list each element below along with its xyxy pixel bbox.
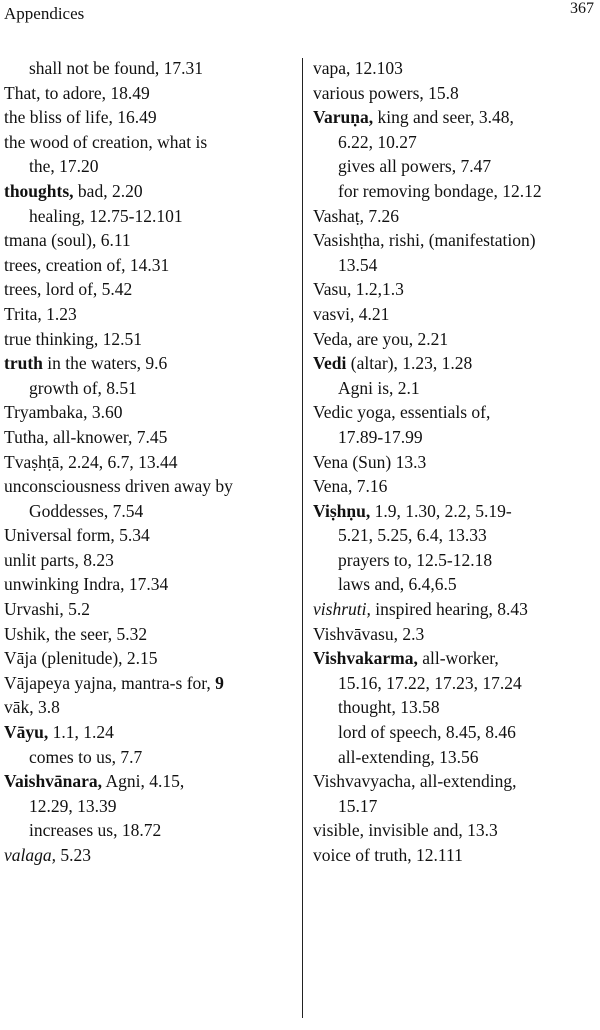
index-entry	[4, 671, 294, 696]
index-entry	[313, 327, 597, 352]
index-entry	[4, 302, 294, 327]
entry-text: inspired hearing, 8.43	[370, 599, 528, 620]
entry-text: Vashaṭ, 7.26	[313, 205, 400, 226]
index-subentry	[4, 794, 294, 819]
entry-text: Trita, 1.23	[4, 303, 77, 324]
entry-text: Vena, 7.16	[313, 476, 388, 497]
entry-text: 1.1, 1.24	[48, 722, 114, 743]
entry-text: thoughts,	[4, 180, 74, 201]
entry-text: Tryambaka, 3.60	[4, 402, 123, 423]
column-divider	[302, 58, 303, 1018]
entry-text: laws and, 6.4,6.5	[338, 574, 457, 595]
entry-text: Vājapeya yajna, mantra-s for,	[4, 672, 216, 693]
entry-text: unwinking Indra, 17.34	[4, 574, 169, 595]
index-subentry	[313, 548, 597, 573]
index-entry	[313, 400, 597, 425]
index-entry	[4, 400, 294, 425]
entry-text: gives all powers, 7.47	[338, 156, 492, 177]
index-entry	[4, 81, 294, 106]
index-entry	[4, 130, 294, 155]
index-subentry	[4, 154, 294, 179]
entry-text: 15.16, 17.22, 17.23, 17.24	[338, 672, 522, 693]
index-entry	[313, 474, 597, 499]
index-subentry	[313, 154, 597, 179]
index-entry	[4, 450, 294, 475]
index-entry	[4, 622, 294, 647]
entry-text: 17.89-17.99	[338, 426, 423, 447]
index-subentry	[4, 56, 294, 81]
index-entry	[313, 843, 597, 868]
entry-text: 5.21, 5.25, 6.4, 13.33	[338, 525, 487, 546]
entry-text: Vasishṭha, rishi, (manifestation)	[313, 230, 536, 251]
index-subentry	[313, 425, 597, 450]
index-entry	[4, 179, 294, 204]
index-entry	[313, 302, 597, 327]
index-subentry	[4, 376, 294, 401]
entry-text: comes to us, 7.7	[29, 746, 143, 767]
entry-text: the wood of creation, what is	[4, 131, 208, 152]
entry-text: Agni is, 2.1	[338, 377, 420, 398]
index-subentry	[4, 499, 294, 524]
entry-text: Vena (Sun) 13.3	[313, 451, 427, 472]
index-entry	[313, 622, 597, 647]
index-subentry	[313, 253, 597, 278]
index-entry	[4, 843, 294, 868]
index-entry	[4, 253, 294, 278]
entry-text: Varuṇa,	[313, 107, 374, 128]
index-entry	[4, 720, 294, 745]
entry-text: unconsciousness driven away by	[4, 476, 233, 497]
index-entry	[4, 474, 294, 499]
entry-text: 13.54	[338, 254, 378, 275]
index-entry	[313, 450, 597, 475]
entry-text: trees, lord of, 5.42	[4, 279, 133, 300]
index-entry	[4, 523, 294, 548]
entry-text: Veda, are you, 2.21	[313, 328, 449, 349]
index-entry	[4, 695, 294, 720]
index-column-right	[313, 56, 597, 868]
entry-text: king and seer, 3.48,	[373, 107, 514, 128]
index-subentry	[313, 376, 597, 401]
index-entry	[4, 105, 294, 130]
entry-text: trees, creation of, 14.31	[4, 254, 170, 275]
entry-text: in the waters, 9.6	[42, 353, 168, 374]
index-subentry	[313, 671, 597, 696]
entry-text: 9	[215, 672, 224, 693]
index-entry	[313, 499, 597, 524]
page-number: 367	[570, 0, 594, 17]
entry-text: unlit parts, 8.23	[4, 549, 114, 570]
entry-text: Vāja (plenitude), 2.15	[4, 648, 158, 669]
index-subentry	[313, 179, 597, 204]
entry-text: thought, 13.58	[338, 697, 440, 718]
entry-text: vāk, 3.8	[4, 697, 60, 718]
entry-text: Urvashi, 5.2	[4, 599, 91, 620]
index-entry	[4, 327, 294, 352]
index-subentry	[313, 130, 597, 155]
index-entry	[313, 277, 597, 302]
entry-text: 15.17	[338, 795, 378, 816]
entry-text: Vishvakarma,	[313, 648, 418, 669]
entry-text: Goddesses, 7.54	[29, 500, 144, 521]
entry-text: 1.9, 1.30, 2.2, 5.19-	[370, 500, 512, 521]
index-entry	[4, 597, 294, 622]
entry-text: 5.23	[56, 845, 92, 865]
entry-text: valaga,	[4, 845, 57, 865]
entry-text: Vedic yoga, essentials of,	[313, 402, 491, 423]
entry-text: growth of, 8.51	[29, 377, 137, 398]
index-entry	[313, 105, 597, 130]
index-entry	[313, 56, 597, 81]
entry-text: visible, invisible and, 13.3	[313, 820, 498, 841]
index-entry	[313, 228, 597, 253]
entry-text: Vāyu,	[4, 722, 49, 743]
index-entry	[313, 81, 597, 106]
entry-text: vasvi, 4.21	[313, 303, 390, 324]
entry-text: the bliss of life, 16.49	[4, 107, 157, 128]
entry-text: the, 17.20	[29, 156, 99, 177]
index-column-left	[4, 56, 294, 868]
index-entry	[4, 277, 294, 302]
index-entry	[313, 769, 597, 794]
entry-text: Vishvāvasu, 2.3	[313, 623, 425, 644]
index-subentry	[313, 794, 597, 819]
entry-text: That, to adore, 18.49	[4, 82, 150, 103]
index-entry	[313, 818, 597, 843]
index-entry	[313, 204, 597, 229]
entry-text: Tvaṣhṭā, 2.24, 6.7, 13.44	[4, 451, 178, 472]
entry-text: increases us, 18.72	[29, 820, 162, 841]
entry-text: Vedi	[313, 353, 347, 374]
entry-text: prayers to, 12.5-12.18	[338, 549, 493, 570]
entry-text: 6.22, 10.27	[338, 131, 417, 152]
entry-text: all-worker,	[417, 648, 499, 669]
index-entry	[4, 769, 294, 794]
index-entry	[4, 228, 294, 253]
entry-text: shall not be found, 17.31	[29, 58, 204, 78]
entry-text: 12.29, 13.39	[29, 795, 117, 816]
entry-text: all-extending, 13.56	[338, 746, 479, 767]
entry-text: vapa, 12.103	[313, 58, 403, 78]
index-subentry	[313, 720, 597, 745]
index-subentry	[4, 745, 294, 770]
page-header	[4, 0, 594, 28]
entry-text: Vaishvānara,	[4, 771, 103, 792]
entry-text: (altar), 1.23, 1.28	[346, 353, 473, 374]
index-entry	[4, 425, 294, 450]
index-subentry	[313, 695, 597, 720]
index-subentry	[313, 745, 597, 770]
entry-text: Vasu, 1.2,1.3	[313, 279, 404, 300]
entry-text: voice of truth, 12.111	[313, 845, 463, 865]
entry-text: lord of speech, 8.45, 8.46	[338, 722, 516, 743]
index-entry	[313, 646, 597, 671]
entry-text: Vishvavyacha, all-extending,	[313, 771, 517, 792]
entry-text: for removing bondage, 12.12	[338, 180, 542, 201]
index-entry	[4, 646, 294, 671]
index-subentry	[4, 204, 294, 229]
index-subentry	[313, 572, 597, 597]
entry-text: vishruti,	[313, 599, 371, 620]
index-entry	[4, 351, 294, 376]
entry-text: Ushik, the seer, 5.32	[4, 623, 148, 644]
index-entry	[4, 572, 294, 597]
entry-text: various powers, 15.8	[313, 82, 459, 103]
entry-text: truth	[4, 353, 43, 374]
entry-text: bad, 2.20	[73, 180, 143, 201]
entry-text: Agni, 4.15,	[102, 771, 185, 792]
entry-text: Viṣhṇu,	[313, 500, 371, 521]
entry-text: tmana (soul), 6.11	[4, 230, 131, 251]
entry-text: Universal form, 5.34	[4, 525, 150, 546]
index-entry	[313, 351, 597, 376]
index-subentry	[4, 818, 294, 843]
entry-text: Tutha, all-knower, 7.45	[4, 426, 168, 447]
entry-text: healing, 12.75-12.101	[29, 205, 183, 226]
index-entry	[313, 597, 597, 622]
entry-text: true thinking, 12.51	[4, 328, 143, 349]
running-head: Appendices	[4, 4, 85, 23]
index-entry	[4, 548, 294, 573]
index-subentry	[313, 523, 597, 548]
